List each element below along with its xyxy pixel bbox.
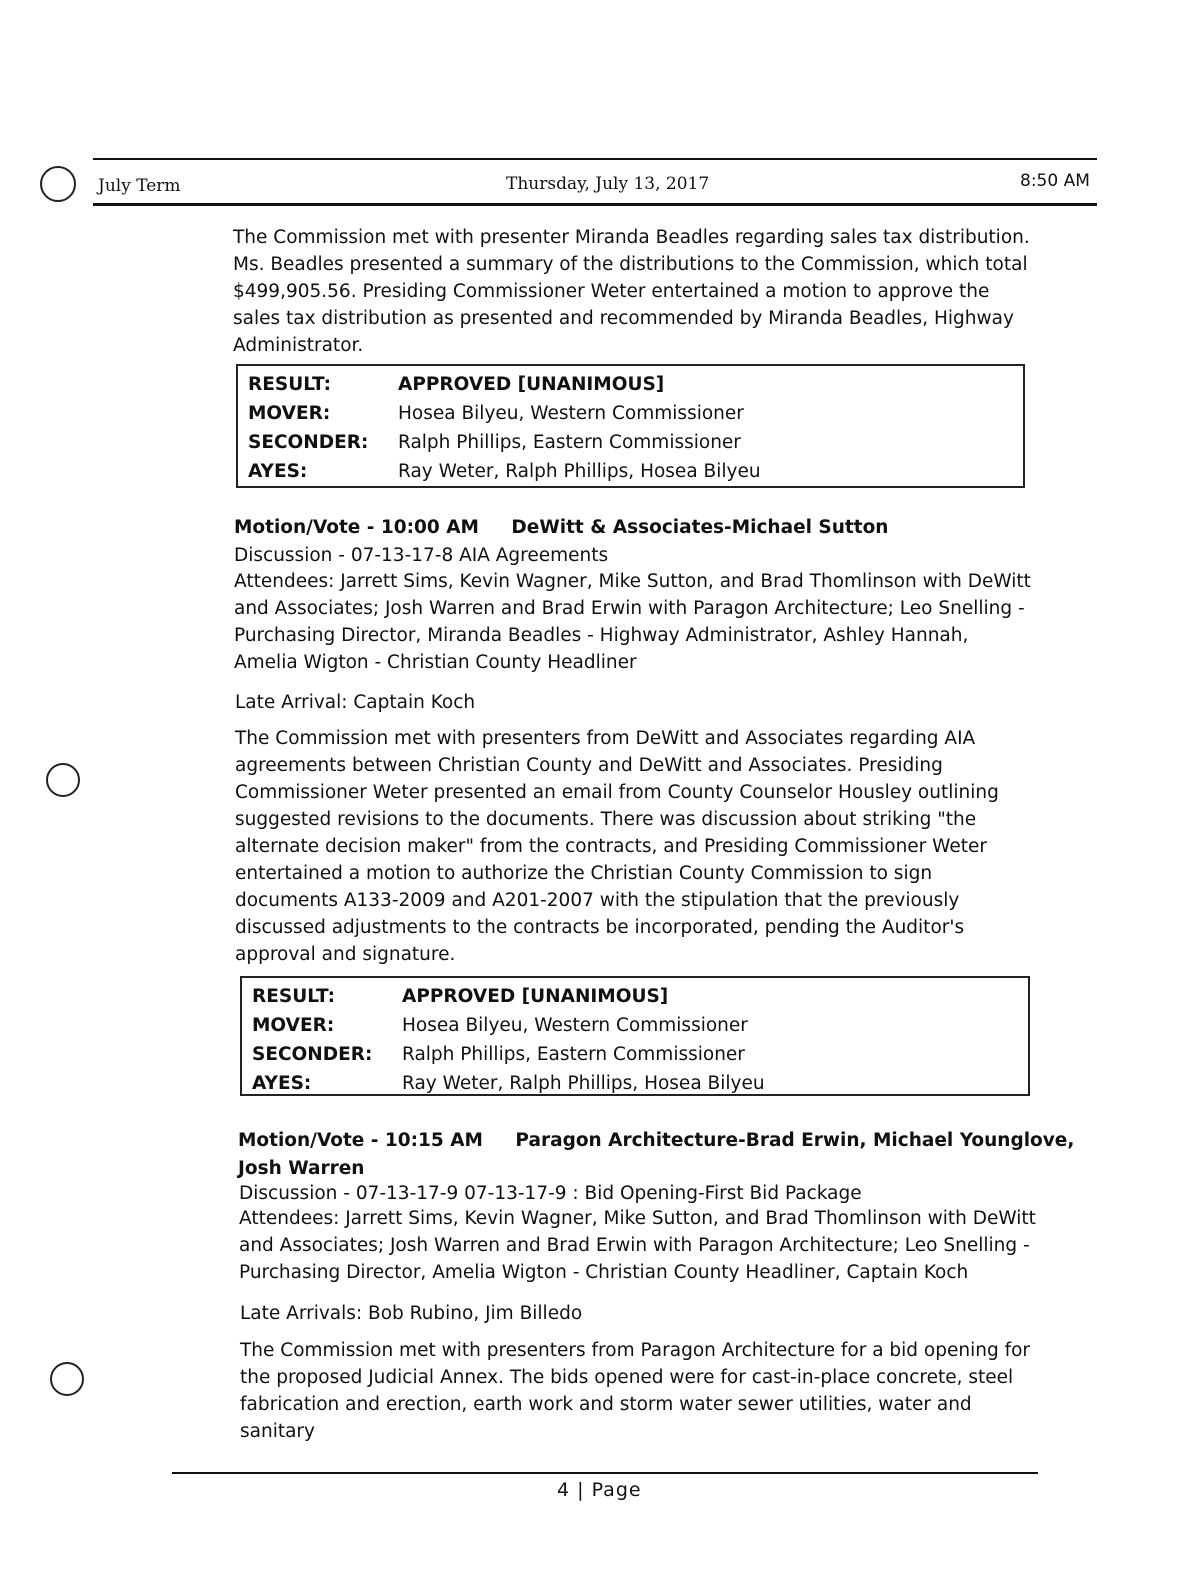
result-box-dewitt: [240, 976, 1030, 1096]
result-label: RESULT:: [252, 986, 335, 1007]
seconder-value: Ralph Phillips, Eastern Commissioner: [402, 1044, 745, 1065]
ayes-label: AYES:: [248, 461, 308, 482]
binder-hole-bottom: [50, 1362, 84, 1396]
motion-vote-dewitt: [234, 514, 888, 542]
seconder-label: SECONDER:: [252, 1044, 373, 1065]
header-term: July Term: [98, 176, 181, 196]
paragon-paragraph: The Commission met with presenters from Paragon Architecture for a bid opening for the proposed Judicial Annex. The bids opened were for cast-in-place concrete, steel fabrication and erection, earth work and storm water sewer utilities, water and sanitary: [240, 1340, 1031, 1442]
mover-label: MOVER:: [248, 403, 331, 424]
header-date: Thursday, July 13, 2017: [506, 174, 710, 194]
discussion-line: Discussion - 07-13-17-9 07-13-17-9 : Bid Opening-First Bid Package: [239, 1183, 862, 1204]
header-top-rule: [93, 158, 1097, 160]
result-value: APPROVED [UNANIMOUS]: [402, 986, 669, 1007]
motion-title: Paragon Architecture-Brad Erwin, Michael Younglove,: [515, 1130, 1075, 1151]
motion-vote-paragon: [238, 1127, 1074, 1155]
motion-title-continued: Josh Warren: [238, 1158, 365, 1179]
dewitt-paragraph: The Commission met with presenters from DeWitt and Associates regarding AIA agreements between Christian County and DeWitt and Associates. Presiding Commissioner Weter presented an email from County Counselor Housley outlining suggested revisions to the documents. There was discussion about striking "the alternate decision maker" from the contracts, and Presiding Commissioner Weter entertained a motion to authorize the Christian County Commission to sign documents A133-2009 and A201-2007 with the stipulation that the previously discussed adjustments to the contracts be incorporated, pending the Auditor's approval and signature.: [235, 728, 999, 965]
binder-hole-top: [40, 166, 76, 202]
seconder-value: Ralph Phillips, Eastern Commissioner: [398, 432, 741, 453]
attendees-paragraph: Attendees: Jarrett Sims, Kevin Wagner, Mike Sutton, and Brad Thomlinson with DeWitt and Associates; Josh Warren and Brad Erwin with Paragon Architecture; Leo Snelling - Purchasing Director, Miranda Beadles - Highway Administrator, Ashley Hannah, Amelia Wigton - Christian County Headliner: [234, 571, 1031, 673]
motion-prefix: Motion/Vote - 10:00 AM: [234, 517, 479, 538]
ayes-value: Ray Weter, Ralph Phillips, Hosea Bilyeu: [402, 1073, 765, 1094]
header-time: 8:50 AM: [1020, 171, 1090, 191]
header-bottom-rule: [93, 203, 1097, 206]
footer-rule: [172, 1472, 1038, 1474]
mover-value: Hosea Bilyeu, Western Commissioner: [402, 1015, 748, 1036]
result-label: RESULT:: [248, 374, 331, 395]
page-number: 4 | Page: [557, 1479, 642, 1501]
mover-label: MOVER:: [252, 1015, 335, 1036]
result-value: APPROVED [UNANIMOUS]: [398, 374, 665, 395]
seconder-label: SECONDER:: [248, 432, 369, 453]
attendees-paragraph: Attendees: Jarrett Sims, Kevin Wagner, Mike Sutton, and Brad Thomlinson with DeWitt and Associates; Josh Warren and Brad Erwin with Paragon Architecture; Leo Snelling - Purchasing Director, Amelia Wigton - Christian County Headliner, Captain Koch: [239, 1208, 1036, 1283]
discussion-line: Discussion - 07-13-17-8 AIA Agreements: [234, 545, 609, 566]
ayes-value: Ray Weter, Ralph Phillips, Hosea Bilyeu: [398, 461, 761, 482]
late-arrivals-line: Late Arrivals: Bob Rubino, Jim Billedo: [240, 1303, 583, 1324]
binder-hole-middle: [46, 763, 80, 797]
late-arrival-line: Late Arrival: Captain Koch: [235, 692, 476, 713]
ayes-label: AYES:: [252, 1073, 312, 1094]
mover-value: Hosea Bilyeu, Western Commissioner: [398, 403, 744, 424]
result-box-sales-tax: [236, 364, 1025, 488]
motion-title: DeWitt & Associates-Michael Sutton: [511, 517, 889, 538]
sales-tax-paragraph: The Commission met with presenter Miranda Beadles regarding sales tax distribution. Ms. Beadles presented a summary of the distributions to the Commission, which total $499,905.56. Presiding Commissioner Weter entertained a motion to approve the sales tax distribution as presented and recommended by Miranda Beadles, Highway Administrator.: [233, 227, 1030, 356]
motion-prefix: Motion/Vote - 10:15 AM: [238, 1130, 483, 1151]
